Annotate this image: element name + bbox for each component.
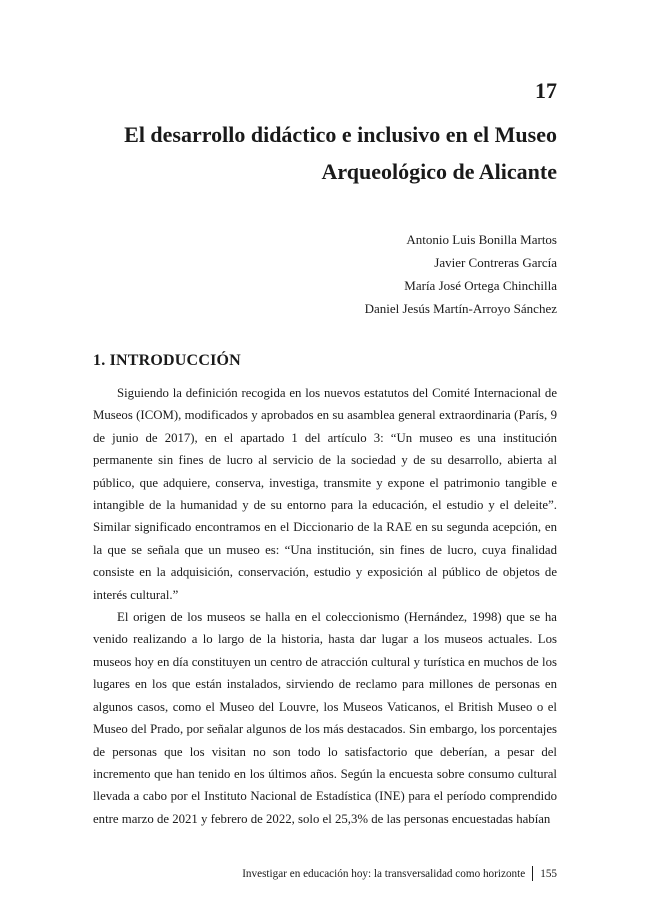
paragraph: Siguiendo la definición recogida en los nuevos estatutos del Comité Internacional de Museos (ICOM), modificados y aprobados en su asamblea general extraordinaria (París, 9 de junio de 2017), en el apartado 1 del artículo 3: “Un museo es una institución permanente sin fines de lucro al servicio de la sociedad y de su desarrollo, abierta al público, que adquiere, conserva, investiga, transmite y expone el patrimonio tangible e intangible de la humanidad y de su entorno para la educación, el estudio y el deleite”. Similar significado encontramos en el Diccionario de la RAE en su segunda acepción, en la que se señala que un museo es: “Una institución, sin fines de lucro, cuya finalidad consiste en la adquisición, conservación, estudio y exposición al público de objetos de interés cultural.” <box>93 386 557 602</box>
page-number: 155 <box>540 867 557 880</box>
page-footer <box>242 866 557 881</box>
paragraph: El origen de los museos se halla en el coleccionismo (Hernández, 1998) que se ha venido realizando a lo largo de la historia, hasta dar lugar a los museos actuales. Los museos hoy en día constituyen un centro de atracción cultural y turística en muchos de los lugares en los que están instalados, sirviendo de reclamo para millones de personas en algunos casos, como el Museo del Louvre, los Museos Vaticanos, el British Museo o el Museo del Prado, por señalar algunos de los más destacados. Sin embargo, los porcentajes de personas que los visitan no son todo lo satisfactorio que deberían, a pesar del incremento que han tenido en los últimos años. Según la encuesta sobre consumo cultural llevada a cabo por el Instituto Nacional de Estadística (INE) para el período comprendido entre marzo de 2021 y febrero de 2022, solo el 25,3% de las personas encuestadas habían <box>93 610 557 826</box>
chapter-title <box>97 116 557 190</box>
author-name: Javier Contreras García <box>434 255 557 270</box>
chapter-title-line-2: Arqueológico de Alicante <box>321 159 557 184</box>
author-name: Antonio Luis Bonilla Martos <box>406 232 557 247</box>
section-heading: 1. INTRODUCCIÓN <box>93 352 241 369</box>
chapter-number: 17 <box>535 78 557 103</box>
body-text <box>93 382 557 830</box>
author-name: María José Ortega Chinchilla <box>404 278 557 293</box>
footer-book-title: Investigar en educación hoy: la transversalidad como horizonte <box>242 867 526 880</box>
chapter-title-line-1: El desarrollo didáctico e inclusivo en el Museo <box>124 122 557 147</box>
author-list <box>365 228 557 320</box>
footer-separator <box>532 866 533 881</box>
author-name: Daniel Jesús Martín-Arroyo Sánchez <box>364 301 557 316</box>
